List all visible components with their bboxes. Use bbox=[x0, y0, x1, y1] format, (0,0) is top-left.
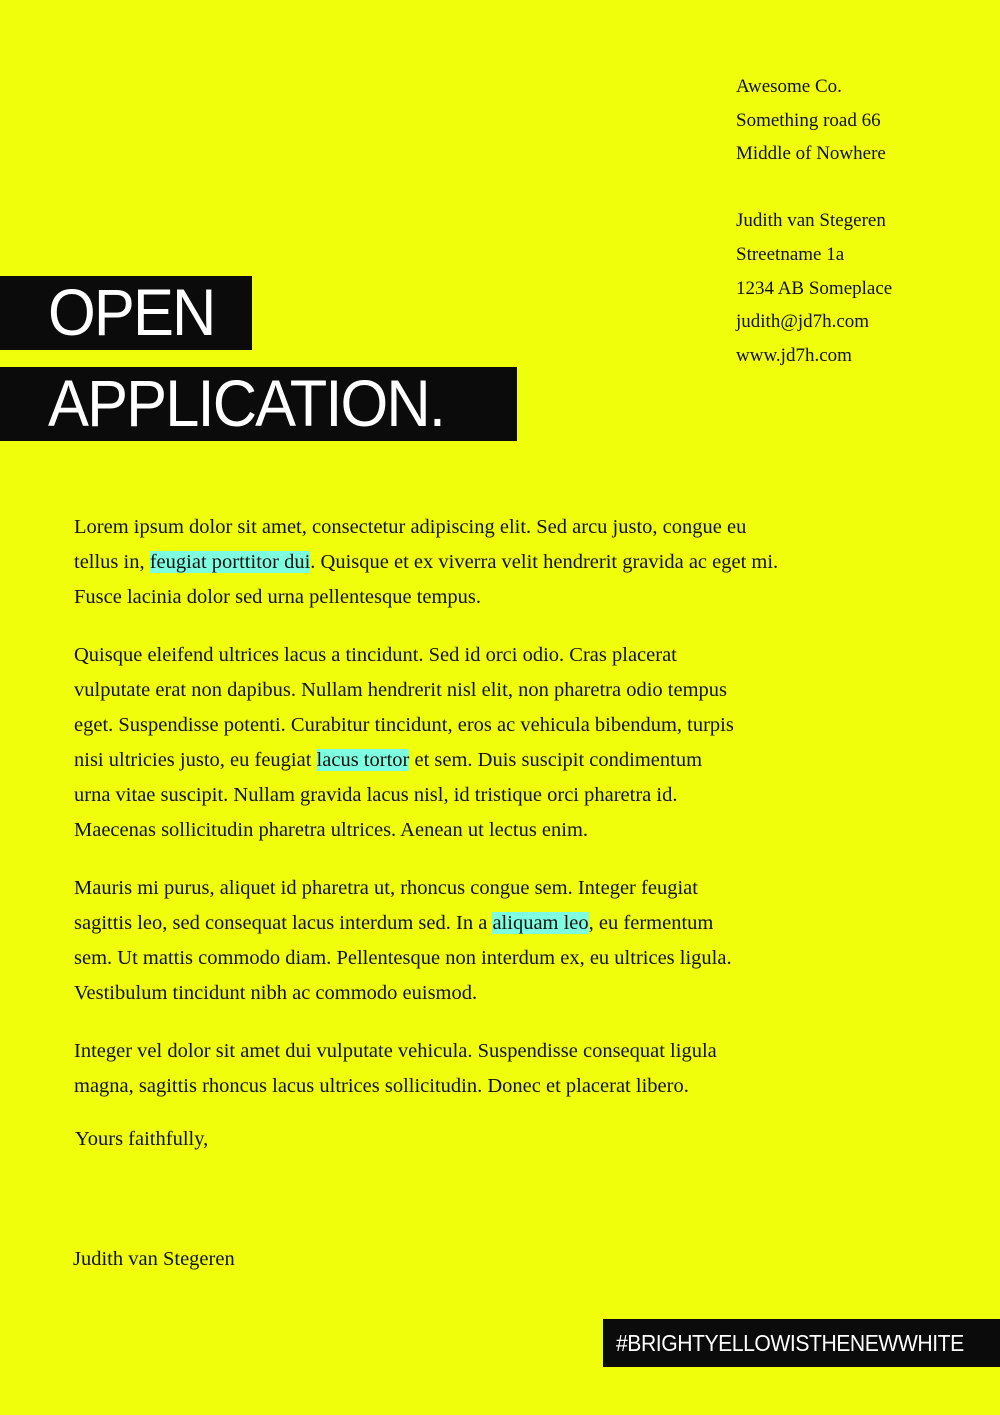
text-segment: eget. Suspendisse potenti. Curabitur tincidunt, eros ac vehicula bibendum, turpis bbox=[74, 714, 734, 736]
text-segment: Quisque eleifend ultrices lacus a tincidunt. Sed id orci odio. Cras placerat bbox=[74, 644, 677, 666]
text-segment: Lorem ipsum dolor sit amet, consectetur adipiscing elit. Sed arcu justo, congue eu bbox=[74, 516, 747, 538]
text-segment: sagittis leo, sed consequat lacus interdum sed. In a bbox=[74, 912, 493, 934]
sender-website: www.jd7h.com bbox=[736, 344, 852, 366]
text-segment: nisi ultricies justo, eu feugiat bbox=[74, 749, 317, 771]
text-line bbox=[74, 708, 874, 743]
text-segment: magna, sagittis rhoncus lacus ultrices sollicitudin. Donec et placerat libero. bbox=[74, 1075, 689, 1097]
text-segment: vulputate erat non dapibus. Nullam hendrerit nisl elit, non pharetra odio tempus bbox=[74, 679, 727, 701]
paragraph bbox=[74, 510, 874, 615]
text-line bbox=[74, 941, 874, 976]
title-line-1 bbox=[0, 276, 252, 350]
text-segment: urna vitae suscipit. Nullam gravida lacus nisl, id tristique orci pharetra id. bbox=[74, 784, 678, 806]
text-segment: sem. Ut mattis commodo diam. Pellentesque non interdum ex, eu ultrices ligula. bbox=[74, 947, 732, 969]
text-line bbox=[74, 1069, 874, 1104]
signature: Judith van Stegeren bbox=[73, 1248, 235, 1270]
text-line bbox=[74, 906, 874, 941]
highlighted-text: feugiat porttitor dui bbox=[149, 551, 311, 573]
title-text-1: OPEN bbox=[48, 275, 215, 349]
text-line bbox=[74, 545, 874, 580]
paragraph bbox=[74, 638, 874, 848]
text-segment: et sem. Duis suscipit condimentum bbox=[409, 749, 703, 771]
text-segment: tellus in, bbox=[74, 551, 150, 573]
sender-street: Streetname 1a bbox=[736, 243, 845, 265]
text-line bbox=[74, 871, 874, 906]
closing: Yours faithfully, bbox=[75, 1128, 209, 1150]
highlighted-text: aliquam leo bbox=[492, 912, 589, 934]
letter-body bbox=[74, 510, 874, 1127]
paragraph bbox=[74, 871, 874, 1011]
sender-email: judith@jd7h.com bbox=[736, 311, 870, 333]
highlighted-text: lacus tortor bbox=[316, 749, 410, 771]
text-segment: Integer vel dolor sit amet dui vulputate vehicula. Suspendisse consequat ligula bbox=[74, 1040, 717, 1062]
hashtag-text: #BRIGHTYELLOWISTHENEWWHITE bbox=[616, 1330, 964, 1356]
paragraph bbox=[74, 1034, 874, 1104]
sender-city: 1234 AB Someplace bbox=[736, 277, 893, 299]
hashtag-banner bbox=[603, 1319, 1000, 1367]
text-line bbox=[74, 778, 874, 813]
text-segment: , eu fermentum bbox=[588, 912, 714, 934]
text-line bbox=[74, 580, 874, 615]
sender-name: Judith van Stegeren bbox=[736, 210, 886, 232]
text-line bbox=[74, 976, 874, 1011]
recipient-name: Awesome Co. bbox=[736, 76, 842, 97]
address-block bbox=[736, 70, 892, 372]
text-line bbox=[74, 638, 874, 673]
text-line bbox=[74, 1034, 874, 1069]
text-segment: . Quisque et ex viverra velit hendrerit gravida ac eget mi. bbox=[310, 551, 779, 573]
text-line bbox=[74, 510, 874, 545]
title-line-2 bbox=[0, 367, 517, 441]
recipient-street: Something road 66 bbox=[736, 109, 881, 131]
text-segment: Vestibulum tincidunt nibh ac commodo euismod. bbox=[74, 982, 478, 1004]
recipient-city: Middle of Nowhere bbox=[736, 143, 886, 165]
text-line bbox=[74, 743, 874, 778]
text-line bbox=[74, 673, 874, 708]
text-segment: Maecenas sollicitudin pharetra ultrices. Aenean ut lectus enim. bbox=[74, 819, 589, 841]
text-line bbox=[74, 813, 874, 848]
text-segment: Fusce lacinia dolor sed urna pellentesque tempus. bbox=[74, 586, 482, 608]
text-segment: Mauris mi purus, aliquet id pharetra ut, rhoncus congue sem. Integer feugiat bbox=[74, 877, 698, 899]
title-text-2: APPLICATION. bbox=[48, 366, 445, 440]
